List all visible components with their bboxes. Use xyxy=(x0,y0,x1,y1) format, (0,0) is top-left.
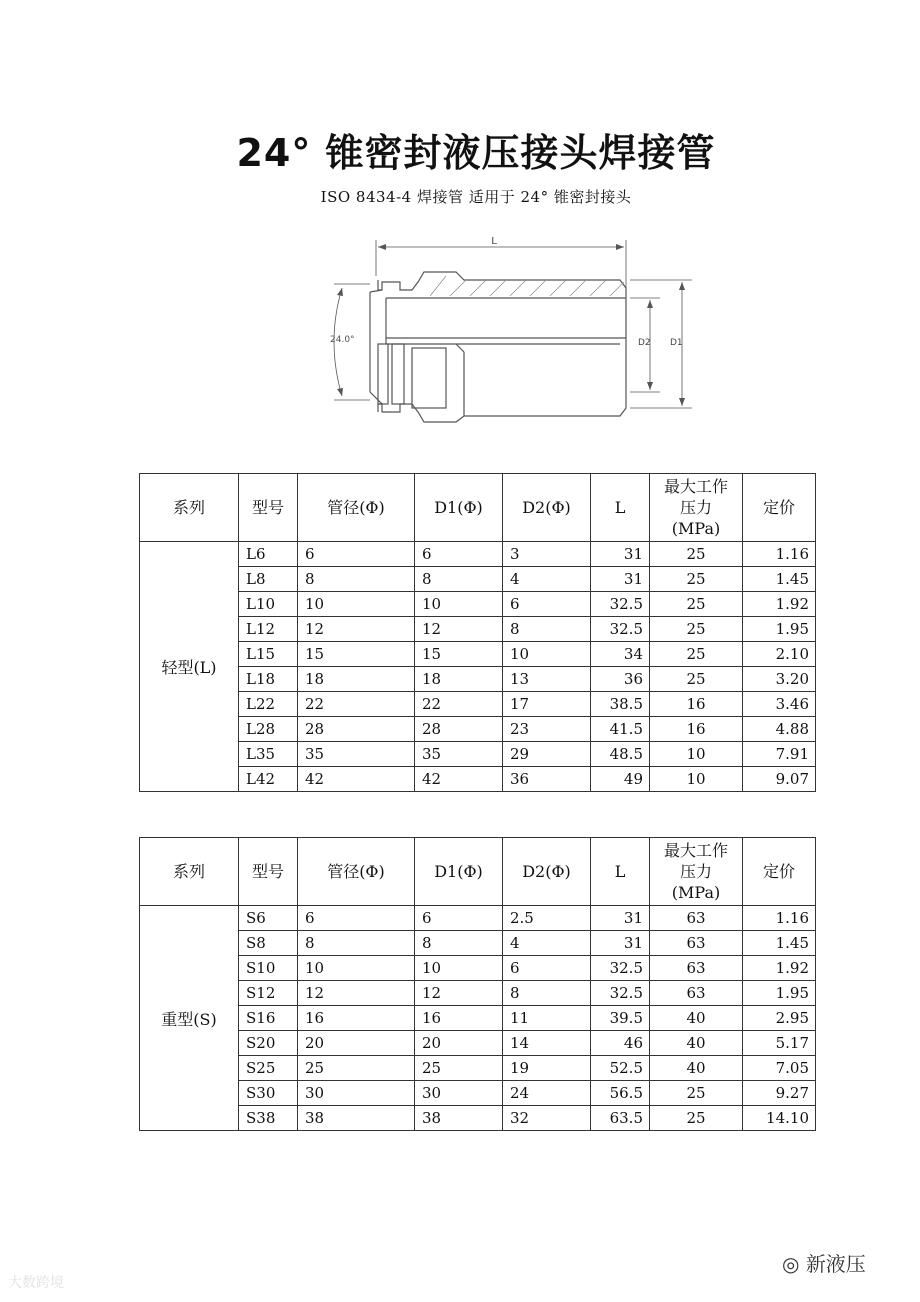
cell-d2: 17 xyxy=(503,692,591,717)
series-cell: 重型(S) xyxy=(140,906,239,1131)
cell-model: S8 xyxy=(239,931,298,956)
cell-price: 3.46 xyxy=(743,692,816,717)
cell-pipe: 18 xyxy=(298,667,415,692)
cell-p: 10 xyxy=(650,742,743,767)
table-row xyxy=(140,542,816,567)
cell-pipe: 20 xyxy=(298,1031,415,1056)
cell-pipe: 35 xyxy=(298,742,415,767)
cell-l: 38.5 xyxy=(591,692,650,717)
cell-d2: 32 xyxy=(503,1106,591,1131)
table-row xyxy=(140,617,816,642)
col-l: L xyxy=(591,474,650,542)
cell-price: 2.95 xyxy=(743,1006,816,1031)
cell-pipe: 8 xyxy=(298,931,415,956)
cell-pipe: 12 xyxy=(298,617,415,642)
cell-d1: 25 xyxy=(415,1056,503,1081)
table-row xyxy=(140,1006,816,1031)
cell-price: 5.17 xyxy=(743,1031,816,1056)
table-row xyxy=(140,1056,816,1081)
cell-price: 1.95 xyxy=(743,617,816,642)
cell-pipe: 6 xyxy=(298,542,415,567)
cell-l: 39.5 xyxy=(591,1006,650,1031)
col-model: 型号 xyxy=(239,838,298,906)
cell-d2: 4 xyxy=(503,931,591,956)
cell-pipe: 12 xyxy=(298,981,415,1006)
cell-pipe: 10 xyxy=(298,592,415,617)
col-series: 系列 xyxy=(140,838,239,906)
cell-p: 25 xyxy=(650,567,743,592)
table-row xyxy=(140,981,816,1006)
table-row xyxy=(140,767,816,792)
cell-d2: 8 xyxy=(503,981,591,1006)
cell-d1: 6 xyxy=(415,906,503,931)
cell-l: 32.5 xyxy=(591,956,650,981)
cell-d2: 6 xyxy=(503,592,591,617)
col-pipe: 管径(Φ) xyxy=(298,838,415,906)
cell-d1: 15 xyxy=(415,642,503,667)
cell-price: 9.27 xyxy=(743,1081,816,1106)
cell-p: 25 xyxy=(650,592,743,617)
table-row xyxy=(140,717,816,742)
cell-p: 40 xyxy=(650,1006,743,1031)
cell-pipe: 25 xyxy=(298,1056,415,1081)
cell-l: 31 xyxy=(591,906,650,931)
cell-price: 1.45 xyxy=(743,567,816,592)
cell-d2: 13 xyxy=(503,667,591,692)
dim-D1-label: D1 xyxy=(670,338,683,348)
cell-d1: 16 xyxy=(415,1006,503,1031)
col-pressure-line2: 压力(MPa) xyxy=(671,862,721,902)
cell-model: L10 xyxy=(239,592,298,617)
table-row xyxy=(140,1106,816,1131)
cell-p: 63 xyxy=(650,906,743,931)
col-pressure xyxy=(650,838,743,906)
cell-d1: 12 xyxy=(415,981,503,1006)
cell-l: 41.5 xyxy=(591,717,650,742)
cell-d2: 24 xyxy=(503,1081,591,1106)
cell-l: 49 xyxy=(591,767,650,792)
cell-d1: 35 xyxy=(415,742,503,767)
page-subtitle: ISO 8434-4 焊接管 适用于 24° 锥密封接头 xyxy=(320,188,632,206)
dim-D2-label: D2 xyxy=(638,338,651,348)
cell-pipe: 8 xyxy=(298,567,415,592)
col-pressure-line1: 最大工作 xyxy=(663,477,728,496)
col-l: L xyxy=(591,838,650,906)
page-title: 24° 锥密封液压接头焊接管 xyxy=(236,131,716,175)
cell-p: 25 xyxy=(650,1081,743,1106)
cell-d2: 11 xyxy=(503,1006,591,1031)
cell-model: L18 xyxy=(239,667,298,692)
cell-p: 25 xyxy=(650,642,743,667)
col-pressure xyxy=(650,474,743,542)
cell-price: 14.10 xyxy=(743,1106,816,1131)
cell-price: 4.88 xyxy=(743,717,816,742)
cell-price: 7.05 xyxy=(743,1056,816,1081)
cell-l: 31 xyxy=(591,542,650,567)
col-d1: D1(Φ) xyxy=(415,474,503,542)
dim-L-label: L xyxy=(491,236,497,247)
cell-price: 3.20 xyxy=(743,667,816,692)
cell-model: S16 xyxy=(239,1006,298,1031)
cell-l: 48.5 xyxy=(591,742,650,767)
cell-p: 16 xyxy=(650,692,743,717)
cell-d2: 14 xyxy=(503,1031,591,1056)
cell-l: 32.5 xyxy=(591,592,650,617)
cell-l: 56.5 xyxy=(591,1081,650,1106)
cell-price: 9.07 xyxy=(743,767,816,792)
cell-pipe: 6 xyxy=(298,906,415,931)
cell-model: S25 xyxy=(239,1056,298,1081)
table-header-row xyxy=(140,474,816,542)
col-price: 定价 xyxy=(743,838,816,906)
col-series: 系列 xyxy=(140,474,239,542)
cell-l: 52.5 xyxy=(591,1056,650,1081)
cell-l: 32.5 xyxy=(591,981,650,1006)
cell-d1: 10 xyxy=(415,592,503,617)
cell-model: S20 xyxy=(239,1031,298,1056)
table-row xyxy=(140,642,816,667)
cell-model: L12 xyxy=(239,617,298,642)
cell-model: S6 xyxy=(239,906,298,931)
col-d2: D2(Φ) xyxy=(503,838,591,906)
table-row xyxy=(140,667,816,692)
table-row xyxy=(140,956,816,981)
cell-pipe: 42 xyxy=(298,767,415,792)
watermark-wechat: ◎ 新液压 xyxy=(782,1252,866,1276)
cell-d2: 10 xyxy=(503,642,591,667)
cell-d1: 18 xyxy=(415,667,503,692)
series-cell: 轻型(L) xyxy=(140,542,239,792)
cell-model: L22 xyxy=(239,692,298,717)
cell-l: 36 xyxy=(591,667,650,692)
table-row xyxy=(140,931,816,956)
cell-d2: 36 xyxy=(503,767,591,792)
cell-p: 63 xyxy=(650,981,743,1006)
col-model: 型号 xyxy=(239,474,298,542)
table-row xyxy=(140,567,816,592)
cell-d1: 22 xyxy=(415,692,503,717)
cell-model: S30 xyxy=(239,1081,298,1106)
cell-pipe: 28 xyxy=(298,717,415,742)
cell-pipe: 16 xyxy=(298,1006,415,1031)
cell-price: 1.45 xyxy=(743,931,816,956)
cell-d1: 6 xyxy=(415,542,503,567)
table-row xyxy=(140,592,816,617)
col-pipe: 管径(Φ) xyxy=(298,474,415,542)
cell-price: 7.91 xyxy=(743,742,816,767)
cell-p: 40 xyxy=(650,1031,743,1056)
cell-d2: 29 xyxy=(503,742,591,767)
cell-pipe: 10 xyxy=(298,956,415,981)
light-series-table xyxy=(139,473,816,792)
cell-price: 1.92 xyxy=(743,956,816,981)
cell-d2: 23 xyxy=(503,717,591,742)
dim-angle-label: 24.0° xyxy=(330,335,355,345)
cell-price: 1.92 xyxy=(743,592,816,617)
cell-pipe: 22 xyxy=(298,692,415,717)
cell-p: 63 xyxy=(650,931,743,956)
table-row xyxy=(140,692,816,717)
cell-d1: 38 xyxy=(415,1106,503,1131)
cell-d1: 10 xyxy=(415,956,503,981)
cell-model: S38 xyxy=(239,1106,298,1131)
cell-p: 25 xyxy=(650,617,743,642)
col-d1: D1(Φ) xyxy=(415,838,503,906)
cell-d1: 12 xyxy=(415,617,503,642)
cell-p: 10 xyxy=(650,767,743,792)
cell-d2: 8 xyxy=(503,617,591,642)
cell-model: L35 xyxy=(239,742,298,767)
cell-pipe: 38 xyxy=(298,1106,415,1131)
watermark-brand: 大数跨境 xyxy=(8,1275,64,1291)
cell-model: L6 xyxy=(239,542,298,567)
table-row xyxy=(140,906,816,931)
cell-price: 1.95 xyxy=(743,981,816,1006)
cell-p: 25 xyxy=(650,667,743,692)
table-row xyxy=(140,742,816,767)
table-header-row xyxy=(140,838,816,906)
cell-pipe: 15 xyxy=(298,642,415,667)
cell-price: 1.16 xyxy=(743,542,816,567)
table-row xyxy=(140,1081,816,1106)
cell-model: S10 xyxy=(239,956,298,981)
cell-d1: 42 xyxy=(415,767,503,792)
col-pressure-line2: 压力(MPa) xyxy=(671,498,721,538)
cell-model: S12 xyxy=(239,981,298,1006)
col-pressure-line1: 最大工作 xyxy=(663,841,728,860)
cell-pipe: 30 xyxy=(298,1081,415,1106)
cell-l: 32.5 xyxy=(591,617,650,642)
cell-price: 1.16 xyxy=(743,906,816,931)
col-d2: D2(Φ) xyxy=(503,474,591,542)
cell-d2: 2.5 xyxy=(503,906,591,931)
cell-d1: 8 xyxy=(415,567,503,592)
cell-p: 63 xyxy=(650,956,743,981)
cell-d2: 3 xyxy=(503,542,591,567)
cell-p: 16 xyxy=(650,717,743,742)
cell-d1: 8 xyxy=(415,931,503,956)
cell-l: 31 xyxy=(591,567,650,592)
col-price: 定价 xyxy=(743,474,816,542)
cell-d1: 20 xyxy=(415,1031,503,1056)
cell-model: L42 xyxy=(239,767,298,792)
cell-p: 25 xyxy=(650,1106,743,1131)
cell-l: 46 xyxy=(591,1031,650,1056)
cell-d2: 6 xyxy=(503,956,591,981)
weld-nipple-drawing xyxy=(320,232,700,432)
cell-d2: 19 xyxy=(503,1056,591,1081)
watermark-right-text: 新液压 xyxy=(805,1252,866,1276)
cell-price: 2.10 xyxy=(743,642,816,667)
cell-model: L28 xyxy=(239,717,298,742)
cell-l: 34 xyxy=(591,642,650,667)
cell-l: 63.5 xyxy=(591,1106,650,1131)
heavy-series-table xyxy=(139,837,816,1131)
cell-p: 25 xyxy=(650,542,743,567)
cell-d1: 28 xyxy=(415,717,503,742)
cell-p: 40 xyxy=(650,1056,743,1081)
cell-l: 31 xyxy=(591,931,650,956)
cell-d1: 30 xyxy=(415,1081,503,1106)
table-row xyxy=(140,1031,816,1056)
cell-model: L15 xyxy=(239,642,298,667)
cell-d2: 4 xyxy=(503,567,591,592)
cell-model: L8 xyxy=(239,567,298,592)
